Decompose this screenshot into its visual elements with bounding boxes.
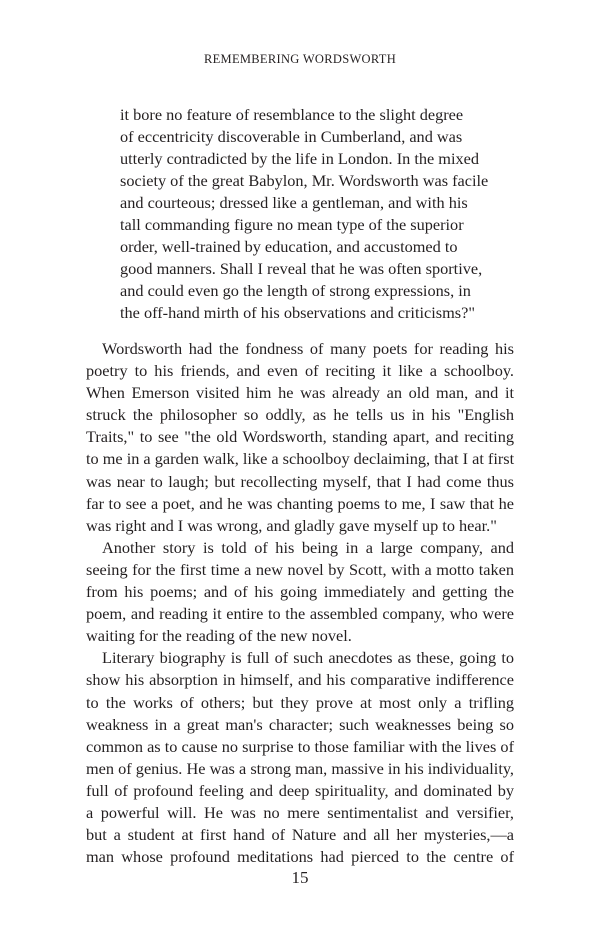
- block-quote: [120, 104, 520, 324]
- page-number: 15: [291, 868, 309, 887]
- quote-line: and could even go the length of strong expressions, in: [120, 281, 471, 301]
- paragraph-line: Wordsworth had the fondness of many poets for reading his: [102, 339, 514, 358]
- quote-line: tall commanding figure no mean type of the superior: [120, 215, 464, 235]
- paragraph-line: was right and I was wrong, and gladly gave myself up to hear.": [86, 515, 497, 535]
- paragraph-line: a powerful will. He was no mere sentimentalist and versifier,: [86, 802, 514, 822]
- paragraph-line: but a student at first hand of Nature and all her mysteries,—a: [86, 825, 514, 845]
- paragraph: [86, 647, 514, 868]
- body-text: [86, 338, 514, 868]
- quote-line: good manners. Shall I reveal that he was often sportive,: [120, 259, 483, 279]
- paragraph-line: weakness in a great man's character; such weaknesses being so: [86, 714, 514, 734]
- paragraph-line: men of genius. He was a strong man, massive in his individuality,: [86, 758, 514, 778]
- paragraph-line: Literary biography is full of such anecdotes as these, going to: [102, 648, 514, 668]
- paragraph-line: to the works of others; but they prove at most only a trifling: [86, 692, 514, 712]
- paragraph-line: was near to laugh; but recollecting myself, that I had come thus: [86, 471, 514, 491]
- paragraph-line: Another story is told of his being in a large company, and: [102, 537, 514, 557]
- paragraph-line: waiting for the reading of the new novel.: [86, 626, 352, 646]
- quote-line: the off-hand mirth of his observations and criticisms?": [120, 303, 475, 323]
- paragraph-line: man whose profound meditations had pierced to the centre of: [86, 847, 514, 867]
- paragraph-line: Traits," to see "the old Wordsworth, standing apart, and reciting: [86, 427, 514, 447]
- paragraph-line: poem, and reading it entire to the assembled company, who were: [86, 604, 514, 624]
- paragraph-line: full of profound feeling and deep spirituality, and dominated by: [86, 780, 514, 800]
- quote-line: utterly contradicted by the life in London. In the mixed: [120, 149, 479, 169]
- quote-line: order, well-trained by education, and accustomed to: [120, 237, 458, 257]
- paragraph-line: far to see a poet, and he was chanting poems to me, I saw that he: [86, 493, 514, 513]
- paragraph-line: struck the philosopher so oddly, as he tells us in his "English: [86, 405, 514, 425]
- quote-line: it bore no feature of resemblance to the slight degree: [120, 105, 464, 124]
- paragraph: [86, 338, 514, 537]
- quote-line: of eccentricity discoverable in Cumberland, and was: [120, 127, 463, 147]
- paragraph-line: When Emerson visited him he was already an old man, and it: [86, 383, 514, 403]
- paragraph-line: show his absorption in himself, and his comparative indifference: [86, 670, 514, 690]
- quote-line: society of the great Babylon, Mr. Wordsworth was facile: [120, 171, 489, 191]
- paragraph-line: common as to cause no surprise to those familiar with the lives of: [86, 736, 514, 756]
- paragraph-line: to me in a garden walk, like a schoolboy declaiming, that I at first: [86, 449, 515, 469]
- running-head: REMEMBERING WORDSWORTH: [203, 52, 397, 66]
- paragraph: [86, 537, 514, 647]
- paragraph-line: poetry to his friends, and even of reciting it like a schoolboy.: [86, 361, 514, 381]
- quote-line: and courteous; dressed like a gentleman, and with his: [120, 193, 468, 213]
- paragraph-line: from his poems; and of his going immediately and getting the: [86, 582, 514, 602]
- paragraph-line: seeing for the first time a new novel by Scott, with a motto taken: [86, 559, 514, 579]
